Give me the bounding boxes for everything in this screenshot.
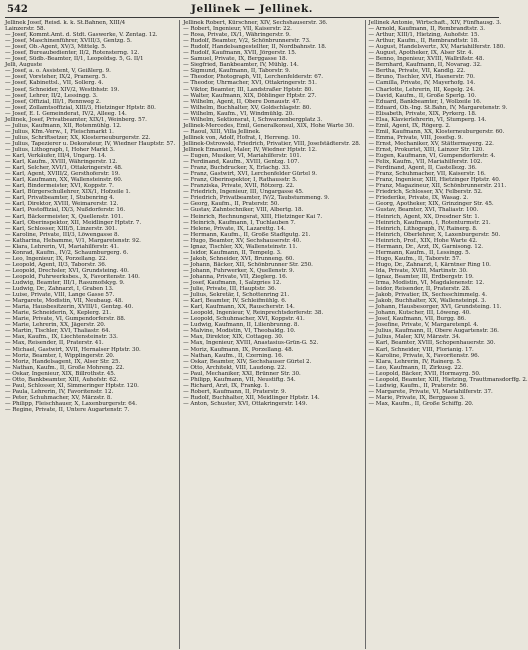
directory-entry: — Julius, Kaufmann, XII, Rotenmühlg. 12. [5,122,122,129]
directory-entry: — Robert, Ingenieur, VII, Kaiserstr. 22. [183,26,292,33]
directory-entry: — Paula, Lehrerin, IV, Favoritenstr. 12. [5,388,114,395]
directory-entry: — Siegfried, Bankbeamter, IV, Mühlg. 14. [183,62,299,69]
directory-entry: — Ferdinand, Kaufm., XVIII, Gentzg. 107. [183,159,300,166]
directory-entry: — Emma, Private, VIII, Josefsg. 9. [368,134,464,141]
directory-entry: — Franz, Ingenieur, XIII, Hietzinger Hptstr. 40. [368,177,501,184]
directory-entry: — Ignaz, Tischler, XX, Wallensteinstr. 11. [183,243,298,250]
page-header [5,4,499,18]
directory-entry: Jellinek von, Adolf, Hofrat, I, Herreng. 10. [183,134,301,141]
directory-entry: — Karoline, Private, X, Favoritenstr. 96. [368,352,480,359]
directory-entry: — Marie, Private, IX, Berggasse 3. [368,394,465,401]
directory-entry: — Camilla, Private, IV, Mayerhofg. 14. [368,80,476,87]
directory-entry: — Katharina, Hebamme, V/1, Margaretenstr. 92. [5,237,141,244]
directory-entry: — Robert, Kaufmann, II, Praterstr. 9. [183,388,287,395]
directory-entry: — Richard, Arzt, IX, Frankg. 1. [183,382,270,389]
directory-entry: Jellinek Robert, Kürschner, XIV, Sechshauserstr. 36. [183,20,328,26]
directory-entry: — Charlotte, Lehrerin, III, Kegelg. 24. [368,86,475,93]
directory-entry: — Ignaz, Beamter, III, Erdbergstr. 19. [368,273,474,280]
directory-entry: — Konrad, Kaufm., IV/2, Schaumburgerg. 6. [5,249,129,256]
directory-entry: — Georg, Kaufm., II, Praterstr. 50. [183,201,280,208]
directory-entry: — Isidor, Kaufmann, II, Tempelg. 3. [183,249,282,256]
directory-entry: — Josef, Schneider, XIV/2, Westbhstr. 19. [5,86,120,93]
directory-entry: — Julius, Lithograph, I, Hoher Markt 3. [5,146,115,153]
directory-entry: — Anton, Schuster, XVI, Ottakringerstr. 149. [183,400,308,407]
directory-entry: — Friederike, Private, IX, Wasag. 2. [368,195,469,202]
directory-entry: — Leo, Ingenieur, IX, Porzellang. 22. [5,255,108,262]
directory-entry: — Ferdinand, Agent, II, Castellezg. 36. [368,165,477,172]
directory-entry: — Peter, Schuhmacher, XV, Märzstr. 8. [5,394,112,401]
directory-entry: — Josef, Kaufmann, VII, Burgg. 86. [368,316,466,323]
directory-entry: — Karl, Privatbeamter, I, Stubenring 4. [5,195,115,202]
directory-entry: — Johann, Hausbesorger, XVI, Grundsteing. 11. [368,304,502,311]
directory-entry: — Heinrich, Oberlehrer, X, Laxenburgerstr. 50. [368,231,501,238]
directory-entry: — Samuel, Private, IX, Berggasse 18. [183,56,288,63]
directory-entry: — Friedrich, Privatbeamter, IV/2, Taubstummeng. 9. [183,195,330,202]
directory-entry: — Max, Ingenieur, XVIII, Anastasius-Grün-G. 52. [183,340,319,347]
directory-entry: — Max, Kaufm., IX, Liechtensteinstr. 33. [5,334,118,341]
directory-entry: — Josef, E. I. Gemeinderat, IV/2, Alleeg. 14. [5,110,127,117]
directory-entry: — Otto, Bankbeamter, XIII, Auhofstr. 62. [5,376,118,383]
directory-entry: — Michael, Gastwirt, XVII, Hernalser Hptstr. 30. [5,346,141,353]
directory-entry: — Paul, Schlosser, XI, Simmeringer Hptstr. 120. [5,382,139,389]
directory-entry: — Karl, Beamter, XVIII, Schopenhauerstr. 30. [368,340,496,347]
directory-entry: — Friedrich, Ingenieur, III, Ungargasse 45. [183,189,304,196]
column-middle [179,20,360,649]
directory-entry: — Karl, Schlosser, XIII/5, Linzerstr. 301. [5,225,118,232]
directory-entry: — Heinrich, Rechnungsrat, XIII, Hietzinger Kai 7. [183,213,323,220]
directory-entry: — Otto, Architekt, VIII, Laudong. 22. [183,364,287,371]
directory-entry: — Walter, Kaufmann, XIX, Döblinger Hptstr. 27. [183,92,317,99]
directory-entry: — Rosa, Private, IX/1, Währingerstr. 9. [183,32,291,39]
directory-entry: — Hermann, Kaufm., II, Lessingg. 5. [368,249,471,256]
directory-entry: — Karl, Direktor, XVIII, Weimarerstr. 12. [5,201,119,208]
directory-entry: — Josef, Lehrer, II/2, Lessingg. 3. [5,92,98,99]
directory-entry: — Philipp, Kaufmann, VII, Neustiftg. 54. [183,376,296,383]
directory-entry: — Johann, Fuhrwerker, X, Quellenstr. 9. [183,267,295,274]
directory-entry: — Franz, Buchdrucker, X, Erlachg. 33. [183,165,291,172]
directory-entry: — Gustav, Beamter, XVI, Thaliastr. 100. [368,207,479,214]
directory-entry: — Leopold, Agent, II/3, Taborstr. 36. [5,261,107,268]
directory-entry: — Josef, Bureaubedienter, II/2, Rotensterng. 12. [5,50,140,57]
directory-entry: — Johann, Kutscher, III, Löweng. 40. [368,310,471,317]
directory-entry: — Helene, Private, IX, Lazarettg. 14. [183,225,286,232]
directory-entry: — Emil, Agent, IX, Rögerg. 2. [368,122,451,129]
directory-entry: — Eduard, Bankbeamter, I, Wollzeile 16. [368,98,482,105]
directory-entry: — Friedrich, Schlosser, XV, Felberstr. 52. [368,189,483,196]
directory-entry: — Julius, Sekretär, I, Schottenring 21. [183,292,290,299]
directory-entry: — Karl, Selcher, XVI/1, Ottakringerstr. 48. [5,165,123,172]
directory-entry: — Moriz, Kaufmann, IX, Porzellang. 48. [183,346,294,353]
directory-entry: — Josefine, Private, V, Margaretenpl. 4. [368,322,479,329]
directory-entry: Jellinek, Josef, Privatbeamter, XIX/1, Weinberg. 57. [5,116,147,123]
directory-entry: — Elisabeth, Private, XIX, Pyrkerg. 18. [368,110,477,117]
directory-entry: — Klara, Lehrerin, IV, Rainerg. 5. [368,358,462,365]
directory-entry: — Jakob, Schneider, XVI, Brunneng. 60. [183,255,295,262]
directory-entry: — Isidor, Reisender, II, Praterstr. 28. [368,286,471,293]
directory-entry: Jellinek Emanuel, Maler, IV, Wiedner Hptstr. 12. [183,146,317,153]
directory-entry: — August, Apotheker, IX, Alser Str. 4. [368,50,474,57]
directory-entry: — Marie, Private, VI, Gumpendorferstr. 88. [5,316,126,323]
directory-entry: — Ida, Private, XVIII, Martinstr. 30. [368,267,468,274]
directory-entry: — Johann, Bäcker, XII, Schönbrunner Str. 250. [183,261,313,268]
directory-entry: — Jakob, Privatier, IX, Sechsschimmelg. 4. [368,292,488,299]
directory-entry: — Leo, Kaufmann, II, Zirkusg. 22. [368,364,463,371]
directory-entry: — Klara, Lehrerin, VI, Mariahilferstr. 41. [5,243,119,250]
directory-entry: — Philipp, Fleischhauer, X, Laxenburgerstr. 64. [5,400,138,407]
directory-entry: — Leopold, Ingenieur, V, Reinprechtsdorferstr. 38. [183,310,324,317]
directory-entry: — Paul, Mechaniker, XXI, Brünner Str. 30. [183,370,301,377]
directory-entry: — Bertha, Private, VII, Kandlg. 22. [368,68,466,75]
directory-entry: — Karl, Agent, XVIII/2, Gersthoferstr. 19. [5,171,121,178]
directory-entry: — Margarete, Private, VI, Mariahilferstr. 37. [368,388,493,395]
directory-entry: — Franz, Magazineur, XII, Schönbrunnerstr. 211. [368,183,507,190]
directory-entry: — Bernhard, Kaufmann, II, Novarag. 32. [368,62,482,69]
directory-entry: — Ernst, Prokurist, XIII, Lainzer Str. 120. [368,146,485,153]
directory-entry: — Josef, Zollamtsoffizial, XIII/3, Hietzinger Hptstr. 80. [5,104,156,111]
directory-entry: — Viktor, Beamter, III, Landstraßer Hptstr. 80. [183,86,314,93]
directory-entry: — Jakob, Buchhalter, XX, Wallensteinpl. 3. [368,298,487,305]
directory-entry: — Julius, Tapezierer u. Dekorateur, IV, Wiedner Hauptstr. 57. [5,140,176,147]
directory-entry: — Theodor, Photograph, VII, Lerchenfelderstr. 67. [183,74,323,81]
directory-entry: — Josef, Kommt.Amt. d. Stdt. Gaswerke, V. Zentag. 12. [5,32,158,39]
directory-entry: — Benno, Ingenieur, XVIII, Wallrißstr. 48. [368,56,485,63]
directory-entry: — Rudolf, Handelsangestellter, II, Nordbahnstr. 18. [183,44,327,51]
directory-entry: — Heinrich, Agent, XX, Dresdner Str. 1. [368,213,480,220]
directory-entry: — Hermann, Kaufm., II, Große Stadtgutg. 21. [183,231,311,238]
directory-entry: — Nathan, Kaufm., II, Große Mohreng. 22. [5,364,125,371]
directory-entry: — Martin, Tischler, XVI, Thaliastr. 64. [5,328,111,335]
directory-entry: — Ludwig, Dr., Zahnarzt, I, Graben 13. [5,286,114,293]
directory-entry: — Josef, Ob.-Agent, XV/3, Mittelg. 5. [5,44,107,51]
directory-entry: — Raoul, XIII, Villa Jellinek. [183,128,261,135]
directory-entry: — Hermann, Dr., Arzt, IX, Garnisong. 12. [368,243,483,250]
directory-entry: — Karl, Kaufmann, XX, Wallensteinstr. 60. [5,177,123,184]
directory-entry: — Oskar, Beamter, XIV, Sechshauser Gürtel 2. [183,358,312,365]
directory-entry: — Wilhelm, Buchhalter, XV, Goldschlagstr. 80. [183,104,312,111]
directory-entry: — Irma, Modistin, VI, Magdalenenstr. 12. [368,280,485,287]
directory-entry: — Leopold, Beamter, XIII, Hietzing, Trauttmansdorffg. 2. [368,376,528,383]
directory-entry: — Rudolf, Buchhalter, XII, Meidlinger Hptstr. 14. [183,394,320,401]
directory-entry: — David, Kaufm., II, Große Sperlg. 10. [368,92,477,99]
directory-entry: — Wilhelm, Kaufm., VI, Windmühlg. 20. [183,110,294,117]
directory-entry: — Moriz, Beamter, I, Wipplingerstr. 20. [5,352,115,359]
columns [5,20,528,649]
directory-entry: — Arthur, XIII/1, Hietzing, Auhofstr. 15. [368,32,480,39]
directory-entry: — Luise, Private, VIII, Lange Gasse 57. [5,292,115,299]
directory-entry: — Leopold, Bäcker, XVII, Hormayrg. 50. [368,370,481,377]
directory-entry: — Wilhelm, Sektionsrat, I, Schwarzenbergplatz 3. [183,116,323,123]
directory-entry: — August, Handelsvertr., XV, Mariahilferstr. 180. [368,44,505,51]
directory-entry: — Moriz, Handelsagent, IX, Alser Str. 25. [5,358,121,365]
column-right [365,20,528,649]
directory-entry: — Bruno, Tischler, XVI, Hasnerstr. 70. [368,74,475,81]
directory-entry: — Max, Kaufm., II, Große Schiffg. 20. [368,400,474,407]
directory-entry: — Heinrich, Kaufmann, I, Tuchlauben 7. [183,219,296,226]
directory-entry: Jellinek Josef, Reisd. k. k. St.Bahnen, XIII/4 [5,20,126,26]
directory-entry: — Julius, Maler, XIV, Märzstr. 34. [368,334,461,341]
directory-entry: — Julius, Kfm.-Verw., I, Fleischmarkt 1. [5,128,114,135]
directory-entry: — Ludwig, Kaufmann, II, Lilienbrunng. 8. [183,322,300,329]
directory-entry: — Karl, Schneider, VIII, Florianig. 17. [368,346,474,353]
directory-entry: — Julie, Private, III, Hauptstr. 36. [183,286,277,293]
directory-entry: — Malvine, Modistin, VI, Theobaldg. 10. [183,328,296,335]
directory-entry: — Gustav, Zahntechniker, VIII, Albertg. 18. [183,207,304,214]
directory-entry: — Ludwig, Kaufm., II, Praterstr. 56. [368,382,469,389]
directory-entry: — Eduard, Ob.-Ing. St.Bahn, IV, Margaretenstr. 9. [368,104,508,111]
directory-entry: Lainzerstr. 58. [5,26,46,33]
directory-entry: — Franz, Schuhmacher, VII, Kaiserstr. 16. [368,171,486,178]
running-head: Jellinek — Jellinek. [191,3,313,15]
directory-entry: — Franz, Oberinspektor, I, Rathausstr. 5. [183,177,298,184]
directory-entry: — Karl, Bürgerschullehrer, XIX/1, Hofzeile 1. [5,189,131,196]
directory-entry: — Josef, Offizial, III/1, Rennweg 2. [5,98,101,105]
directory-entry: — Sigmund, Kaufmann, II, Taborstr. 9. [183,68,291,75]
directory-entry: — Karl, Bäckermeister, X, Quellenstr. 101. [5,213,123,220]
directory-entry: — Josef, Kabinettsl., VII, Sollerg. 4. [5,80,104,87]
directory-entry: — Felix, Kaufm., VII, Mariahilferstr. 102. [368,159,483,166]
directory-entry: — Leopold, Schuhmacher, XVI, Koppstr. 41. [183,316,305,323]
directory-entry: — Ernst, Mechaniker, XV, Stättermayerg. 22. [368,140,494,147]
directory-entry: — Karl, Kaufm., XVIII, Währingerstr. 12. [5,159,118,166]
directory-entry: — Georg, Apotheker, XIX, Grinzinger Str. 45. [368,201,494,208]
directory-entry: — Max, Direktor, XIX, Cottageg. 30. [183,334,284,341]
directory-entry: — Maria, Hausbesitzerin, XVIII/1, Gentzg. 40. [5,304,134,311]
directory-entry: — Josef, Südb.-Beamter, II/1, Leopoldsg. 5, G. II/1 [5,56,144,63]
directory-entry: — Heinrich, Lithograph, IV, Rainerg. 8. [368,225,478,232]
directory-entry: — Marie, Lehrerin, XX, Jägerstr. 20. [5,322,106,329]
directory-entry: — Marie, Schneiderin, X, Keplerg. 21. [5,310,111,317]
directory-entry: — Karl, Beamter, IV, Schleifmühlg. 6. [183,298,287,305]
directory-entry: — Josef, Kaufmann, I, Salzgries 12. [183,280,282,287]
directory-entry: — Karl, Verkäufer, III/4, Ungarg. 14. [5,153,107,160]
directory-entry: Jelli, Auguste [5,62,43,69]
directory-entry: — Theodor, Uhrmacher, XVI, Ottakringerstr. 51. [183,80,317,87]
directory-entry: — Franz, Gastwirt, XVI, Lerchenfelder Gürtel 9. [183,171,317,178]
directory-entry: — Emil, Kaufmann, XX, Klosterneuburgerstr. 60. [368,128,505,135]
column-left [5,20,175,649]
directory-entry: — Heinrich, Kaufmann, I, Rotenturmstr. 21. [368,219,491,226]
directory-entry: Jellinek-Ostrowski, Friedrich, Privatier, VIII, Josefstädterstr. 28. [183,140,361,147]
directory-entry: — Heinrich, Prof., XIX, Hohe Warte 42. [368,237,478,244]
directory-entry: — Leopold, Fuhrwerksbes., X, Favoritenstr. 140. [5,273,140,280]
directory-entry: — Karl, Oberinspektor, XII, Meidlinger Hptstr. 7. [5,219,142,226]
directory-entry: — Wilhelm, Agent, II, Obere Donaustr. 47. [183,98,301,105]
directory-entry: — Margarete, Modistin, VII, Neubaug. 48. [5,298,124,305]
page-number: 542 [7,4,28,15]
directory-entry: — Franziska, Private, XVII, Rötzerg. 22. [183,183,295,190]
directory-entry: — Hugo, Dr., Zahnarzt, I, Kärntner Ring 10. [368,261,491,268]
directory-entry: — Elsa, Klavierlehrerin, VI, Stumperg. 14. [368,116,487,123]
directory-entry: — Arnold, Kaufmann, II, Rembrandtstr. 3. [368,26,485,33]
directory-entry: — Rudolf, Kaufmann, XVII, Jörgerstr. 15. [183,50,297,57]
directory-entry: — Karl, Postoffizial, IX/3, Nußdorferstr. 16. [5,207,126,214]
directory-entry: — Leopold, Drechsler, XVI, Grundsteing. 40. [5,267,129,274]
directory-entry: — Karl, Bindermeister, XVI, Koppstr. 7. [5,183,114,190]
directory-entry: — Hugo, Kaufm., II, Taborstr. 57. [368,255,461,262]
directory-entry: — Julius, Kaufmann, II, Obere Augartenstr. 36. [368,328,499,335]
directory-entry: — Karoline, Private, III/3, Löwengasse 8. [5,231,120,238]
directory-entry: — Ludwig, Beamter, III/1, Rasumofskyg. 9. [5,280,125,287]
directory-entry: — Josef, Vorsteher, IX/2, Pramerg. 5. [5,74,107,81]
directory-entry: — Eugen, Kaufmann, VI, Gumpendorferstr. 4. [368,153,496,160]
directory-entry: Jellinek-Mercedes, Emil, Generalkonsul, XIX, Hohe Warte 30. [183,122,354,129]
directory-entry: — Josef, Maschinenführer, XVIII/3, Gentzg. 5. [5,38,132,45]
directory-entry: — Johanna, Private, VII, Zieglerg. 16. [183,273,288,280]
directory-entry: — Josef, a. o. Assistent, V, Geißlerg. 9. [5,68,111,75]
directory-entry: — Eugen, Musiker, VI, Mariahilferstr. 101. [183,153,302,160]
directory-entry: — Max, Reisender, II, Praterstr. 41. [5,340,104,347]
directory-entry: — Nathan, Kaufm., II, Czerning. 16. [183,352,284,359]
directory-entry: Jellinek Antonie, Wirtschaft., XIV, Fünfhausg. 3. [368,20,502,26]
directory-entry: — Hugo, Beamter, XV, Sechshauserstr. 40. [183,237,302,244]
directory-entry: — Arthur, Kaufm., II, Rembrandtstr. 18. [368,38,479,45]
directory-entry: — Regine, Private, II, Untere Augartenstr. 7. [5,407,130,413]
directory-entry: — Julius, Schriftsetzer, XX, Klosterneuburgerstr. 22. [5,134,151,141]
directory-entry: — Karl, Kaufmann, XX, Rauscherstr. 14. [183,304,295,311]
directory-entry: — Oskar, Ingenieur, XIX, Billrothstr. 45. [5,370,116,377]
directory-entry: — Rudolf, Beamter, V/2, Schönbrunnerstr. 73. [183,38,311,45]
